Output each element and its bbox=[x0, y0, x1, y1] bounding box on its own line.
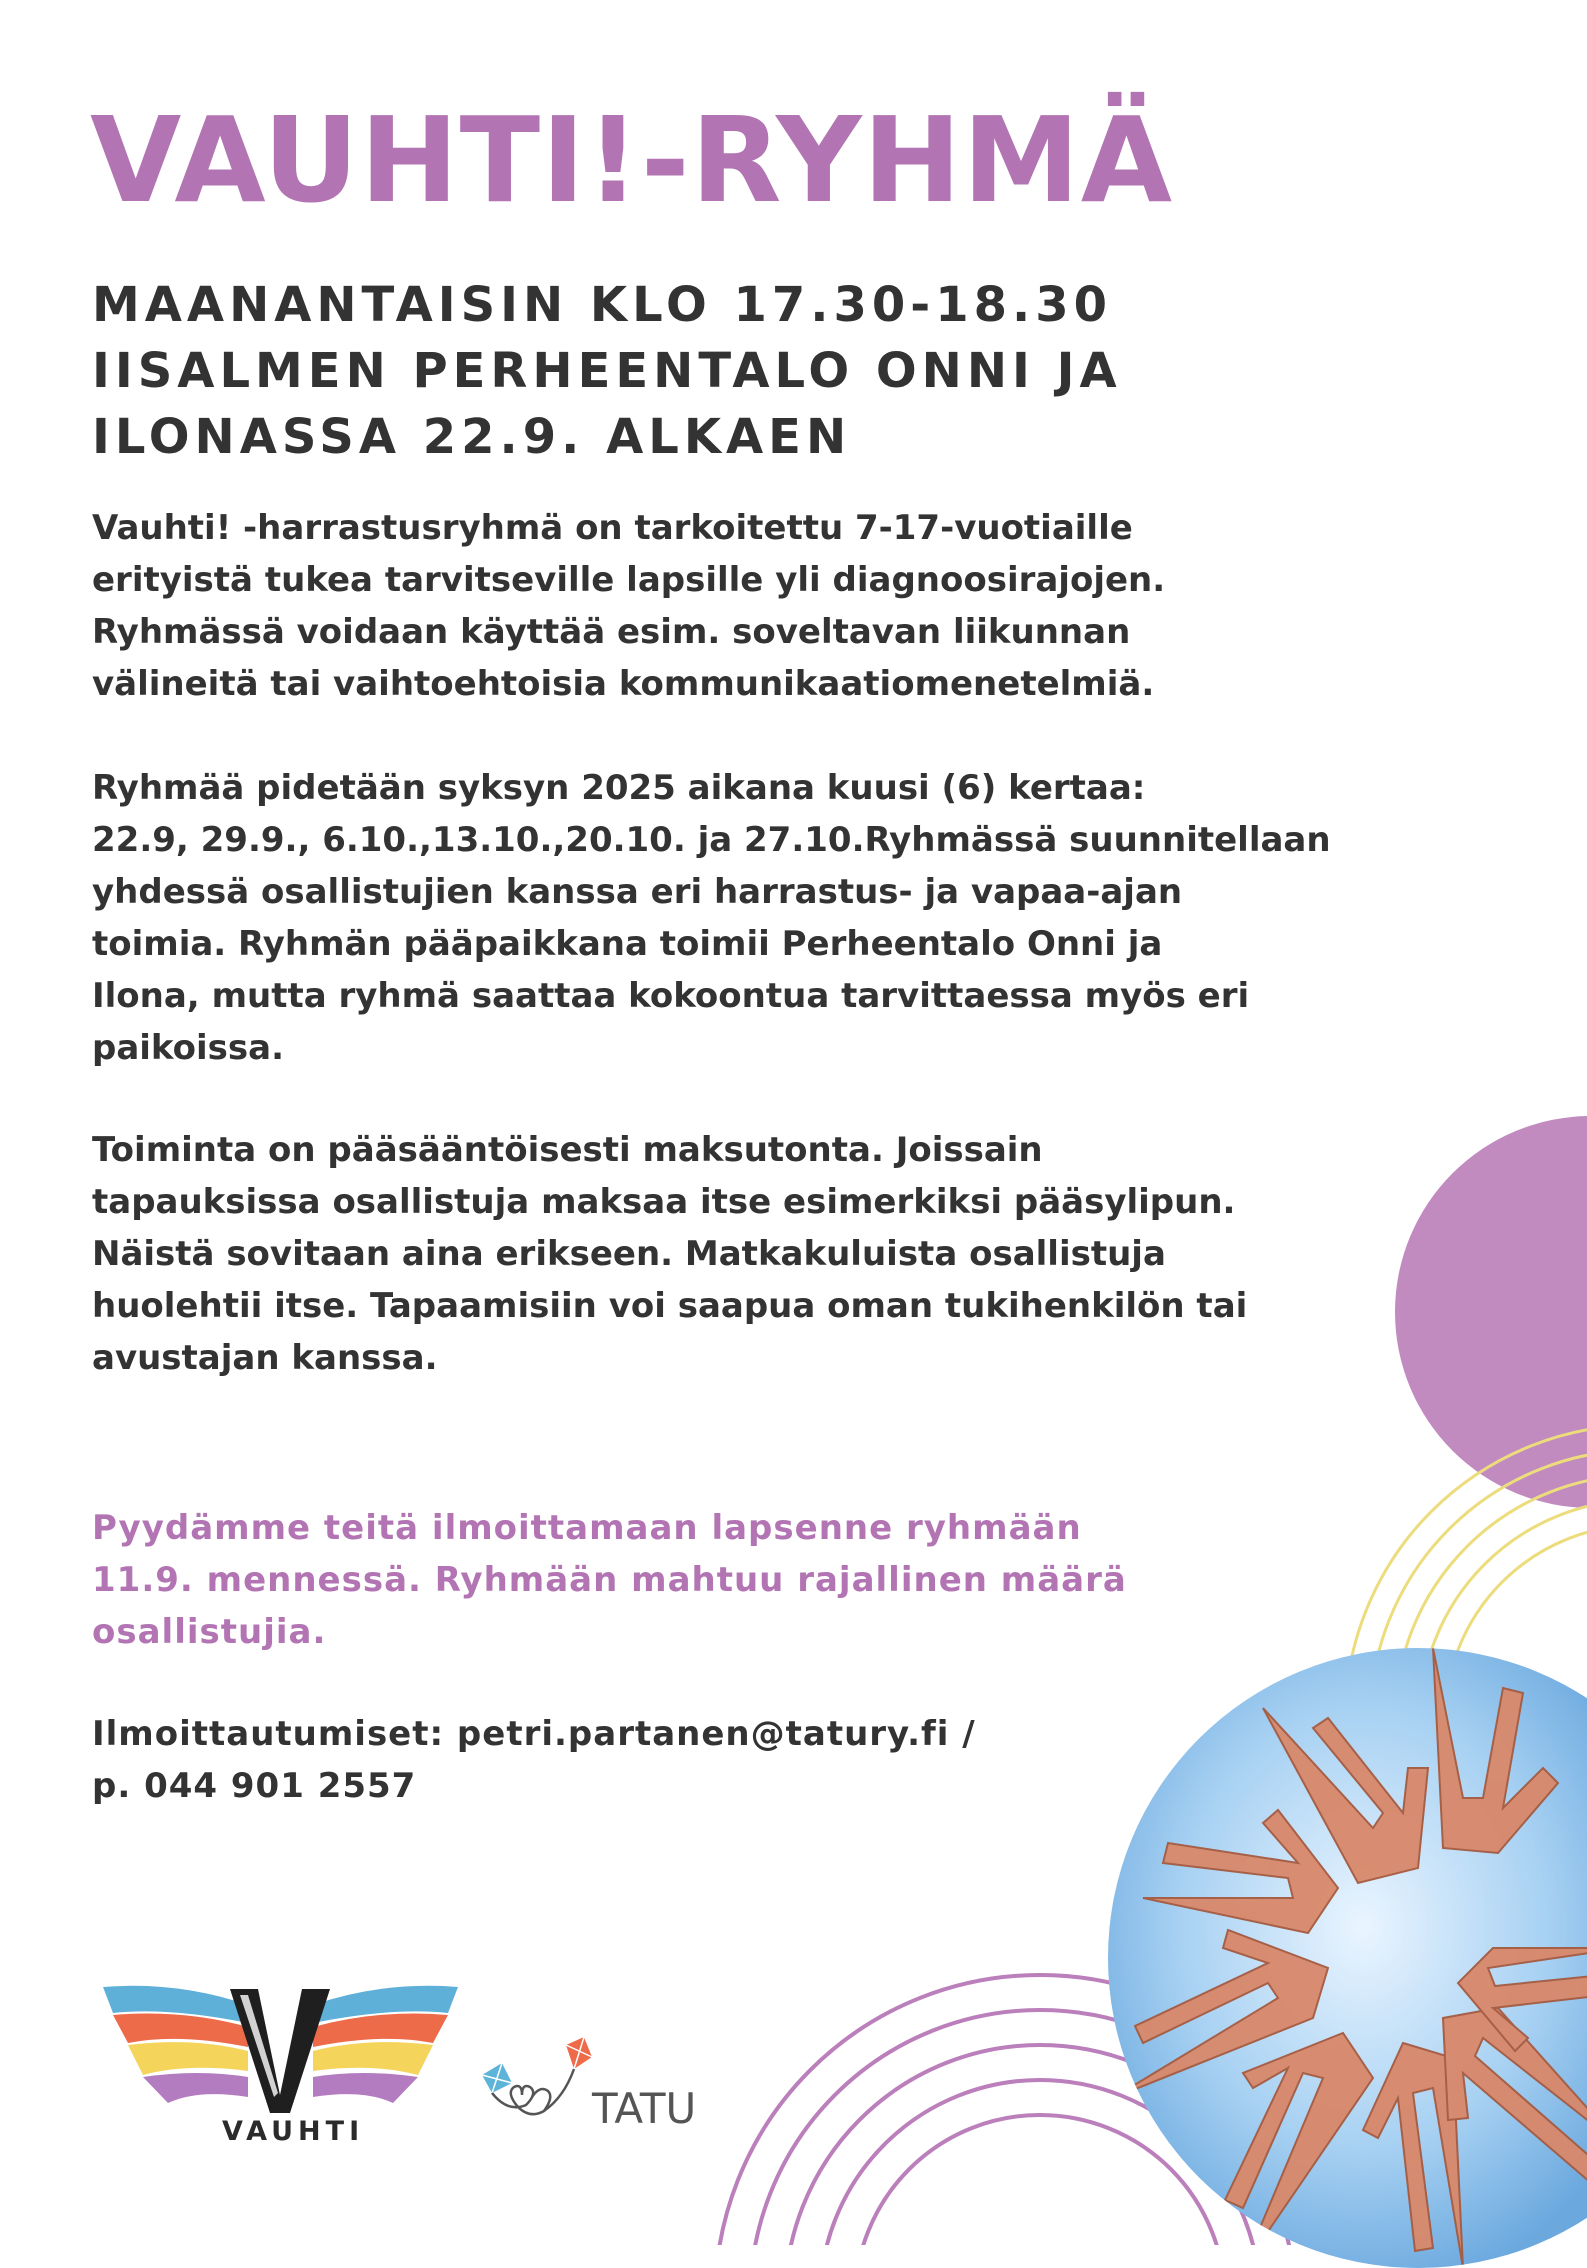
paragraph-line: Näistä sovitaan aina erikseen. Matkakuluista osallistuja bbox=[92, 1234, 1166, 1274]
callout-line: osallistujia. bbox=[92, 1612, 327, 1652]
schedule-heading bbox=[92, 272, 1122, 470]
paragraph-line: avustajan kanssa. bbox=[92, 1338, 438, 1378]
paragraph-line: Toiminta on pääsääntöisesti maksutonta. Joissain bbox=[92, 1130, 1043, 1170]
schedule-line: MAANANTAISIN KLO 17.30-18.30 bbox=[92, 277, 1113, 333]
intro-paragraph bbox=[92, 502, 1165, 710]
hands-circle-photo bbox=[1103, 1648, 1587, 2268]
schedule-line: IISALMEN PERHEENTALO ONNI JA bbox=[92, 343, 1122, 399]
page-title: VAUHTI!-RYHMÄ bbox=[90, 91, 1174, 229]
paragraph-line: yhdessä osallistujien kanssa eri harrastus- ja vapaa-ajan bbox=[92, 872, 1183, 912]
paragraph-line: paikoissa. bbox=[92, 1028, 284, 1068]
schedule-line: ILONASSA 22.9. ALKAEN bbox=[92, 409, 852, 465]
paragraph-line: Ryhmässä voidaan käyttää esim. soveltavan liikunnan bbox=[92, 612, 1131, 652]
dates-paragraph bbox=[92, 762, 1331, 1074]
paragraph-line: välineitä tai vaihtoehtoisia kommunikaatiomenetelmiä. bbox=[92, 664, 1155, 704]
paragraph-line: 22.9, 29.9., 6.10.,13.10.,20.10. ja 27.10.Ryhmässä suunnitellaan bbox=[92, 820, 1331, 860]
paragraph-line: tapauksissa osallistuja maksaa itse esimerkiksi pääsylipun. bbox=[92, 1182, 1236, 1222]
costs-paragraph bbox=[92, 1124, 1247, 1384]
tatu-logo-text: TATU bbox=[592, 2084, 697, 2133]
paragraph-line: Ryhmää pidetään syksyn 2025 aikana kuusi (6) kertaa: bbox=[92, 768, 1146, 808]
paragraph-line: Ilona, mutta ryhmä saattaa kokoontua tarvittaessa myös eri bbox=[92, 976, 1250, 1016]
vauhti-logo-text: VAUHTI bbox=[222, 2116, 365, 2147]
contact-email-line: Ilmoittautumiset: petri.partanen@tatury.fi / bbox=[92, 1714, 976, 1754]
paragraph-line: erityistä tukea tarvitseville lapsille yli diagnoosirajojen. bbox=[92, 560, 1166, 600]
paragraph-line: toimia. Ryhmän pääpaikkana toimii Perheentalo Onni ja bbox=[92, 924, 1163, 964]
callout-line: Pyydämme teitä ilmoittamaan lapsenne ryhmään bbox=[92, 1508, 1082, 1548]
contact-info bbox=[92, 1708, 976, 1812]
contact-phone-line: p. 044 901 2557 bbox=[92, 1766, 417, 1806]
callout-line: 11.9. mennessä. Ryhmään mahtuu rajallinen määrä bbox=[92, 1560, 1127, 1600]
registration-callout bbox=[92, 1502, 1127, 1658]
paragraph-line: huolehtii itse. Tapaamisiin voi saapua oman tukihenkilön tai bbox=[92, 1286, 1248, 1326]
purple-circle-decoration bbox=[1395, 1116, 1587, 1508]
paragraph-line: Vauhti! -harrastusryhmä on tarkoitettu 7-17-vuotiaille bbox=[92, 508, 1133, 548]
